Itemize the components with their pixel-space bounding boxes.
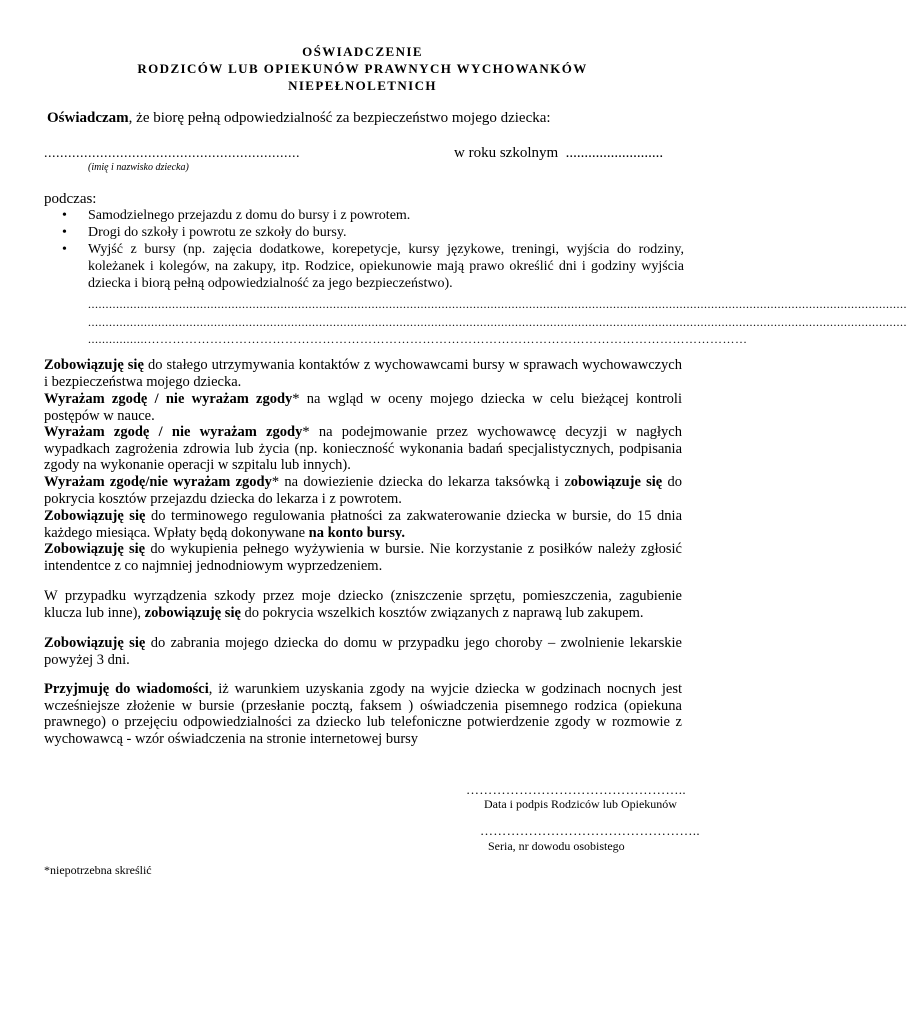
bold-phrase: zobowiązuję się <box>144 604 241 621</box>
paragraph-illness <box>44 635 682 668</box>
paragraph-text: do pokrycia kosztów przejazdu dziecka do lekarza i z powrotem. <box>44 474 683 507</box>
podczas-label: podczas: <box>44 191 97 207</box>
paragraph-text: * na podejmowanie przez wychowawcę decyzji w nagłych wypadkach zagrożenia zdrowia lub życia (np. konieczność wykonania badań specjalistycznych, podpisania zgody na wykonanie operacji w szpitalu lub innych). <box>44 424 682 474</box>
signature-label: Data i podpis Rodziców lub Opiekunów <box>484 797 677 811</box>
school-year-dots: .......................... <box>565 145 664 161</box>
bullet-icon: • <box>62 242 67 257</box>
id-number-line[interactable]: ………………………………………….. <box>480 823 700 838</box>
paragraph-text: do wykupienia pełnego wyżywienia w bursie. Nie korzystanie z posiłków należy zgłosić intendentce z co najmniej jednodniowym wyprzedzeniem. <box>44 541 682 574</box>
bold-phrase: Wyrażam zgodę/nie wyrażam zgody <box>44 474 272 490</box>
paragraph-text: do pokrycia wszelkich kosztów związanych z naprawą lub zakupem. <box>240 604 644 621</box>
document-subtitle-line1: RODZICÓW LUB OPIEKUNÓW PRAWNYCH WYCHOWANKÓW <box>137 61 588 76</box>
paragraph-damages <box>44 588 682 621</box>
bold-phrase: na konto bursy. <box>308 524 405 541</box>
fill-in-line[interactable]: .......................................................................................................................................................................................................................................... <box>88 297 907 311</box>
paragraph-text: do zabrania mojego dziecka do domu w przypadku jego choroby – zwolnienie lekarskie powyżej 3 dni. <box>44 635 682 668</box>
intro-statement <box>47 110 551 127</box>
document-subtitle-line2: NIEPEŁNOLETNICH <box>288 78 437 93</box>
bold-phrase: obowiązuje się <box>570 474 663 490</box>
paragraph-taxi-consent <box>44 474 682 507</box>
bullet-text: Drogi do szkoły i powrotu ze szkoły do bursy. <box>88 225 347 240</box>
paragraph-text: do terminowego regulowania płatności za zakwaterowanie dziecka w bursie, do 15 dnia każdego miesiąca. Wpłaty będą dokonywane <box>44 508 682 541</box>
paragraph-text: * na wgląd w oceny mojego dziecka w celu bieżącej kontroli postępów w nauce. <box>44 391 682 424</box>
id-number-label: Seria, nr dowodu osobistego <box>488 839 625 853</box>
intro-bold: Oświadczam <box>47 110 129 126</box>
paragraph-meals <box>44 541 682 574</box>
intro-text: , że biorę pełną odpowiedzialność za bezpieczeństwo mojego dziecka: <box>128 110 551 126</box>
fill-in-line[interactable]: .................……………………………………………………………………………………………………………………………… <box>88 332 748 346</box>
paragraph-text: , iż warunkiem uzyskania zgody na wyjcie dziecka w godzinach nocnych jest wcześniejsze złożenie w bursie (przesłanie pocztą, faksem ) oświadczenia pisemnego rodzica (opiekuna prawnego) o przejęciu odpowiedzialności za dziecko lub telefoniczne potwierdzenie zgody w rozmowie z wychowawcą - wzór oświadczenia na stronie internetowej bursy <box>44 681 683 747</box>
bullet-text: Wyjść z bursy (np. zajęcia dodatkowe, korepetycje, kursy językowe, treningi, wyjścia do rodziny, koleżanek i kolegów, na zakupy, itp. Rodzice, opiekunowie mają prawo określić dni i godziny wyjścia dziecka i biorą pełną odpowiedzialność za jego bezpieczeństwo). <box>88 242 684 291</box>
bold-phrase: Zobowiązuję się <box>44 541 146 557</box>
bold-phrase: Przyjmuję do wiadomości <box>44 681 209 697</box>
bold-phrase: Zobowiązuję się <box>44 508 146 524</box>
bullet-text: Samodzielnego przejazdu z domu do bursy i z powrotem. <box>88 208 411 223</box>
list-item <box>44 224 684 241</box>
paragraph-payments <box>44 508 682 541</box>
list-item <box>44 207 684 224</box>
paragraph-text: W przypadku wyrządzenia szkody przez moje dziecko (zniszczenie sprzętu, pomieszczenia, zagubienie klucza lub inne), <box>44 588 682 621</box>
school-year-field[interactable] <box>454 145 663 162</box>
fill-in-line[interactable]: .......................................................................................................................................................................................................................................... <box>88 315 907 329</box>
paragraph-night-exit <box>44 681 682 747</box>
paragraph-grades-consent <box>44 391 682 424</box>
paragraph-text: do stałego utrzymywania kontaktów z wychowawcami bursy w sprawach wychowawczych i bezpieczeństwa mojego dziecka. <box>44 357 682 390</box>
paragraph-text: * na dowiezienie dziecka do lekarza taksówką i z <box>271 474 571 490</box>
bold-phrase: Wyrażam zgodę / nie wyrażam zgody <box>44 424 303 440</box>
bullet-icon: • <box>62 225 67 240</box>
paragraph-medical-consent <box>44 424 682 474</box>
bold-phrase: Zobowiązuję się <box>44 635 146 651</box>
footnote: *niepotrzebna skreślić <box>44 863 152 877</box>
bullet-icon: • <box>62 208 67 223</box>
child-name-field[interactable]: ................................................................ <box>44 146 300 161</box>
child-name-caption: (imię i nazwisko dziecka) <box>88 162 189 173</box>
paragraph-contact <box>44 357 682 390</box>
list-item <box>44 241 684 292</box>
bold-phrase: Zobowiązuję się <box>44 357 144 373</box>
bold-phrase: Wyrażam zgodę / nie wyrażam zgody <box>44 391 293 407</box>
signature-line[interactable]: ………………………………………….. <box>466 782 686 797</box>
document-title: OŚWIADCZENIE <box>302 44 423 59</box>
school-year-label: w roku szkolnym <box>454 145 559 161</box>
bullet-list <box>44 207 684 292</box>
